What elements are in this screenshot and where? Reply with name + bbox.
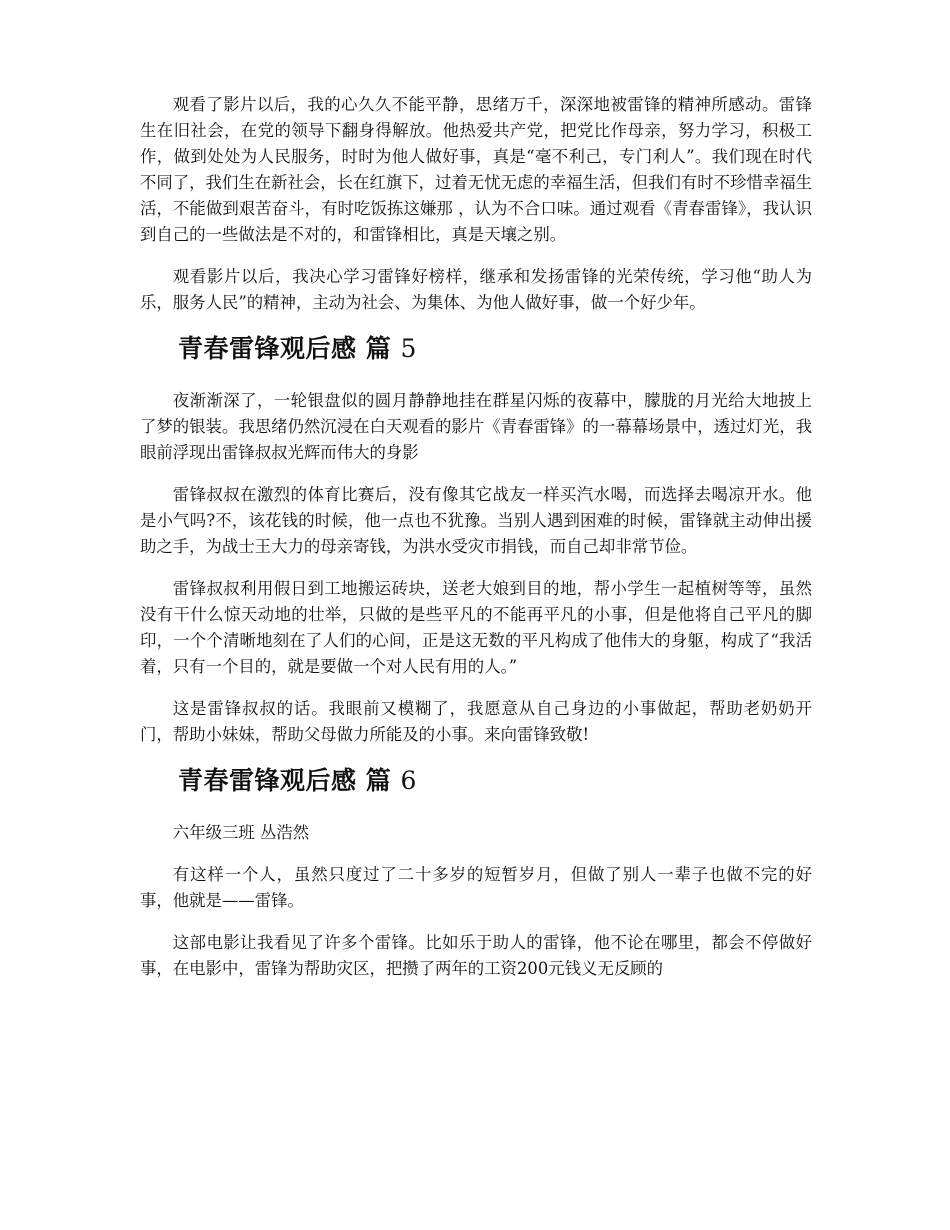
section-6 [140,764,812,982]
paragraph: 夜渐渐深了，一轮银盘似的圆月静静地挂在群星闪烁的夜幕中，朦胧的月光给大地披上了梦的银装。我思绪仍然沉浸在白天观看的影片《青春雷锋》的一幕幕场景中，透过灯光，我眼前浮现出雷锋叔叔光辉而伟大的身影 [140,391,813,462]
author-byline: 六年级三班 丛浩然 [172,823,310,842]
heading-number: 5 [400,334,417,363]
paragraph: 雷锋叔叔利用假日到工地搬运砖块，送老大娘到目的地，帮小学生一起植树等等，虽然没有干什么惊天动地的壮举，只做的是些平凡的不能再平凡的小事，但是他将自己平凡的脚印，一个个清晰地刻在了人们的心间，正是这无数的平凡构成了他伟大的身躯，构成了“我活着，只有一个目的，就是要做一个对人民有用的人。” [140,579,812,676]
heading-text: 青春雷锋观后感 篇 [178,766,392,795]
paragraph: 雷锋叔叔在激烈的体育比赛后，没有像其它战友一样买汽水喝，而选择去喝凉开水。他是小气吗?不，该花钱的时候，他一点也不犹豫。当别人遇到困难的时候，雷锋就主动伸出援助之手，为战士王大力的母亲寄钱，为洪水受灾市捐钱，而自己却非常节俭。 [140,485,812,556]
heading-text: 青春雷锋观后感 篇 [178,334,392,363]
section-heading [178,764,812,798]
paragraph: 观看了影片以后，我的心久久不能平静，思绪万千，深深地被雷锋的精神所感动。雷锋生在旧社会，在党的领导下翻身得解放。他热爱共产党，把党比作母亲，努力学习，积极工作，做到处处为人民服务，时时为他人做好事，真是“毫不利己，专门利人”。我们现在时代不同了，我们生在新社会，长在红旗下，过着无忧无虑的幸福生活，但我们有时不珍惜幸福生活，不能做到艰苦奋斗，有时吃饭拣这嫌那 ，认为不合口味。通过观看《青春雷锋》，我认识到自己的一些做法是不对的，和雷锋相比，真是天壤之别。 [140,95,813,244]
section-continued [140,92,812,316]
paragraph: 有这样一个人，虽然只度过了二十多岁的短暂岁月，但做了别人一辈子也做不完的好事，他就是——雷锋。 [140,865,812,910]
paragraph: 观看影片以后，我决心学习雷锋好榜样，继承和发扬雷锋的光荣传统，学习他“助人为乐，服务人民”的精神，主动为社会、为集体、为他人做好事，做一个好少年。 [140,267,812,312]
section-5 [140,332,812,748]
paragraph: 这部电影让我看见了许多个雷锋。比如乐于助人的雷锋，他不论在哪里，都会不停做好事，在电影中，雷锋为帮助灾区，把攒了两年的工资200元钱义无反顾的 [140,933,812,978]
heading-number: 6 [400,766,417,795]
section-heading [178,332,812,366]
paragraph: 这是雷锋叔叔的话。我眼前又模糊了，我愿意从自己身边的小事做起，帮助老奶奶开门，帮助小妹妹，帮助父母做力所能及的小事。来向雷锋致敬! [140,699,812,744]
document-page [140,92,812,998]
